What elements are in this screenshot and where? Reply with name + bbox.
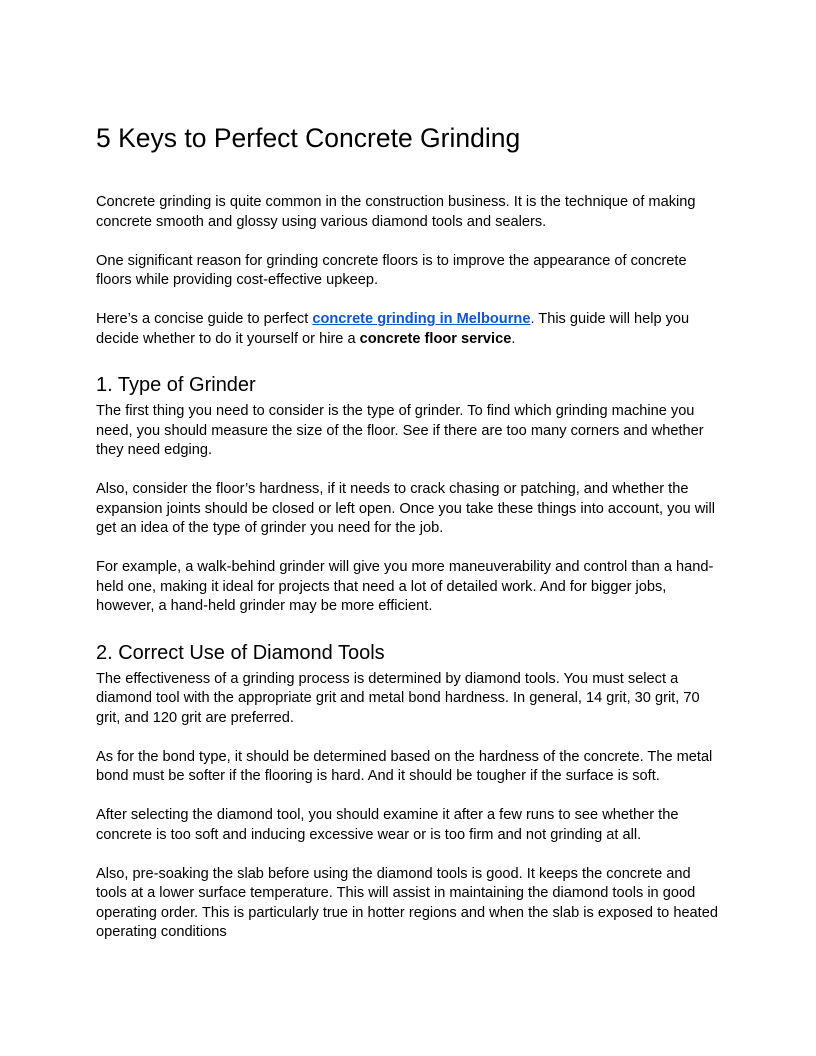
section-paragraph: After selecting the diamond tool, you should examine it after a few runs to see whether the concrete is too soft and inducing excessive wear or is too firm and not grinding at all. xyxy=(96,807,679,843)
concrete-floor-service-bold: concrete floor service xyxy=(359,330,512,347)
section-paragraph: Also, pre-soaking the slab before using the diamond tools is good. It keeps the concrete and tools at a lower surface temperature. This will assist in maintaining the diamond tools in good operating order. This is particularly true in hotter regions and when the slab is exposed to heated operating conditions xyxy=(96,865,718,940)
section-diamond-tools xyxy=(96,640,722,943)
section-paragraph: The effectiveness of a grinding process is determined by diamond tools. You must select a diamond tool with the appropriate grit and metal bond hardness. In general, 14 grit, 30 grit, 70 grit, and 120 grit are preferred. xyxy=(96,670,700,726)
section-type-of-grinder xyxy=(96,372,722,617)
intro-paragraph-2: One significant reason for grinding concrete floors is to improve the appearance of concrete floors while providing cost-effective upkeep. xyxy=(96,252,687,288)
document-page xyxy=(96,120,722,962)
page-title: 5 Keys to Perfect Concrete Grinding xyxy=(96,123,521,153)
section-paragraph: For example, a walk-behind grinder will give you more maneuverability and control than a hand-held one, making it ideal for projects that need a lot of detailed work. And for bigger jobs, however, a hand-held grinder may be more efficient. xyxy=(96,559,714,614)
intro-paragraph-1: Concrete grinding is quite common in the construction business. It is the technique of making concrete smooth and glossy using various diamond tools and sealers. xyxy=(96,194,696,230)
section-paragraph: As for the bond type, it should be determined based on the hardness of the concrete. The metal bond must be softer if the flooring is hard. And it should be tougher if the surface is soft. xyxy=(96,748,713,784)
intro-text-end: . xyxy=(511,330,516,347)
concrete-grinding-melbourne-link[interactable]: concrete grinding in Melbourne xyxy=(312,311,531,327)
intro-paragraph-3 xyxy=(96,310,722,349)
intro-text-before-link: Here’s a concise guide to perfect xyxy=(96,311,313,327)
section-paragraph: Also, consider the floor’s hardness, if it needs to crack chasing or patching, and whether the expansion joints should be closed or left open. Once you take these things into account, you will get an idea of the type of grinder you need for the job. xyxy=(96,481,715,536)
section-heading: 2. Correct Use of Diamond Tools xyxy=(96,641,385,664)
section-heading: 1. Type of Grinder xyxy=(96,374,256,396)
section-paragraph: The first thing you need to consider is the type of grinder. To find which grinding machine you need, you should measure the size of the floor. See if there are too many corners and whether they need edging. xyxy=(96,403,704,458)
intro-text-middle: . This guide will help you decide whether to do it yourself or hire a xyxy=(96,311,690,347)
